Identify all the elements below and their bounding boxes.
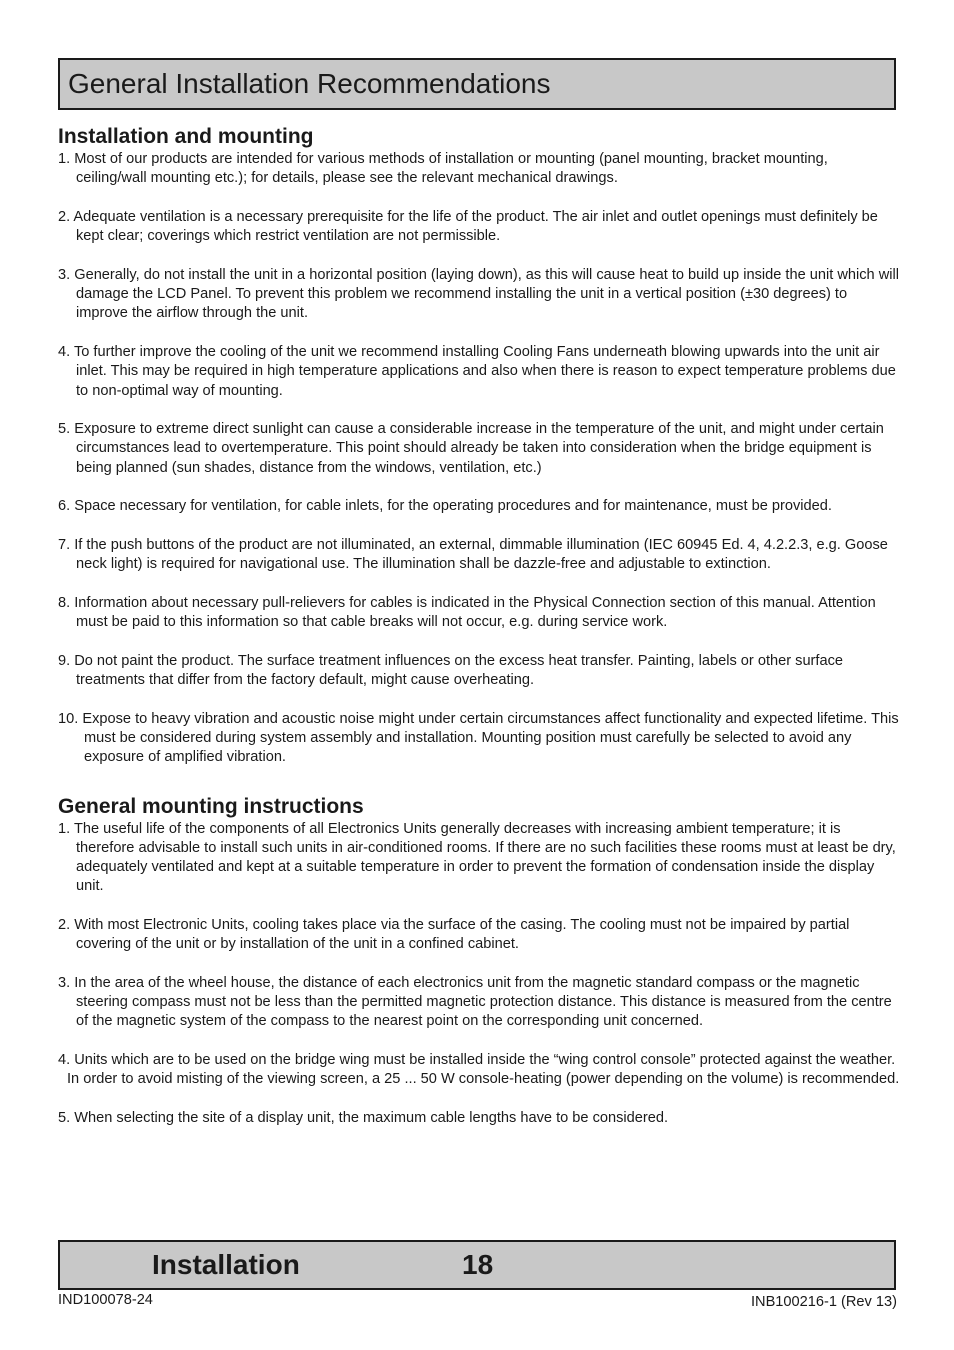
list-item: 4. To further improve the cooling of the unit we recommend installing Cooling Fans underneath blowing upwards into the unit air inlet. This may be required in high temperature applications and also when there is reason to expect temperature problems due to non-optimal way of mounting. — [58, 343, 896, 399]
list-item: 5. Exposure to extreme direct sunlight can cause a considerable increase in the temperature of the unit, and might under certain circumstances lead to overtemperature. This point should already be taken into consideration when the bridge equipment is being planned (sun shades, distance from the windows, ventilation, etc.) — [58, 421, 884, 476]
footer-bar — [58, 1240, 896, 1290]
list-item: 4. Units which are to be used on the bridge wing must be installed inside the “wing control console” protected against the weather. In order to avoid misting of the viewing screen, a 25 ... 50 W console-heating (power depending on the volume) is recommended. — [58, 1052, 900, 1088]
section-installation-mounting — [58, 124, 900, 768]
list-item: 2. Adequate ventilation is a necessary prerequisite for the life of the product. The air inlet and outlet openings must definitely be kept clear; coverings which restrict ventilation are not permissible. — [58, 208, 878, 245]
footer-chapter-label: Installation — [152, 1249, 300, 1280]
list-item: 3. In the area of the wheel house, the distance of each electronics unit from the magnetic standard compass or the magnetic steering compass must not be less than the permitted magnetic protection distance. This distance is measured from the centre of the magnetic system of the compass to the nearest point on the corresponding unit concerned. — [58, 974, 892, 1030]
list-item: 9. Do not paint the product. The surface treatment influences on the excess heat transfer. Painting, labels or other surface treatments that differ from the factory default, might cause overheating. — [58, 652, 844, 689]
list-item: 8. Information about necessary pull-relievers for cables is indicated in the Physical Connection section of this manual. Attention must be paid to this information so that cable breaks will not occur, e.g. during service work. — [58, 594, 876, 631]
list-item: 6. Space necessary for ventilation, for cable inlets, for the operating procedures and for maintenance, must be provided. — [58, 498, 832, 515]
list-item: 5. When selecting the site of a display unit, the maximum cable lengths have to be considered. — [58, 1109, 669, 1126]
main-content — [58, 124, 900, 1128]
page-number: 18 — [462, 1249, 494, 1280]
document-id-left: IND100078-24 — [58, 1292, 153, 1308]
document-id-right: INB100216-1 (Rev 13) — [750, 1294, 897, 1310]
section-heading: Installation and mounting — [58, 125, 314, 148]
list-item: 1. The useful life of the components of all Electronics Units generally decreases with increasing ambient temperature; it is therefore advisable to install such units in air-conditioned rooms. If there are no such facilities these rooms must at least be dry, adequately ventilated and kept at a suitable temperature in order to prevent the formation of condensation inside the display unit. — [58, 820, 896, 895]
list-item: 3. Generally, do not install the unit in a horizontal position (laying down), as this will cause heat to build up inside the unit which will damage the LCD Panel. To prevent this problem we recommend installing the unit in a vertical position (±30 degrees) to improve the airflow through the unit. — [58, 266, 899, 322]
section-general-mounting — [58, 794, 900, 1129]
page-title-bar — [58, 58, 896, 110]
list-item: 1. Most of our products are intended for various methods of installation or mounting (panel mounting, bracket mounting, ceiling/wall mounting etc.); for details, please see the relevant mechanical drawings. — [58, 151, 828, 187]
page-title: General Installation Recommendations — [68, 68, 551, 99]
list-item: 7. If the push buttons of the product are not illuminated, an external, dimmable illumination (IEC 60945 Ed. 4, 4.2.2.3, e.g. Goose neck light) is required for navigational use. The illumination shall be dazzle-free and adjustable to extinction. — [58, 536, 888, 573]
section-heading: General mounting instructions — [58, 794, 364, 818]
list-item: 10. Expose to heavy vibration and acoustic noise might under certain circumstances affect functionality and expected lifetime. This must be considered during system assembly and installation. Mounting position must carefully be selected to avoid any exposure of amplified vibration. — [58, 710, 899, 766]
list-item: 2. With most Electronic Units, cooling takes place via the surface of the casing. The cooling must not be impaired by partial covering of the unit or by installation of the unit in a confined cabinet. — [58, 916, 850, 953]
